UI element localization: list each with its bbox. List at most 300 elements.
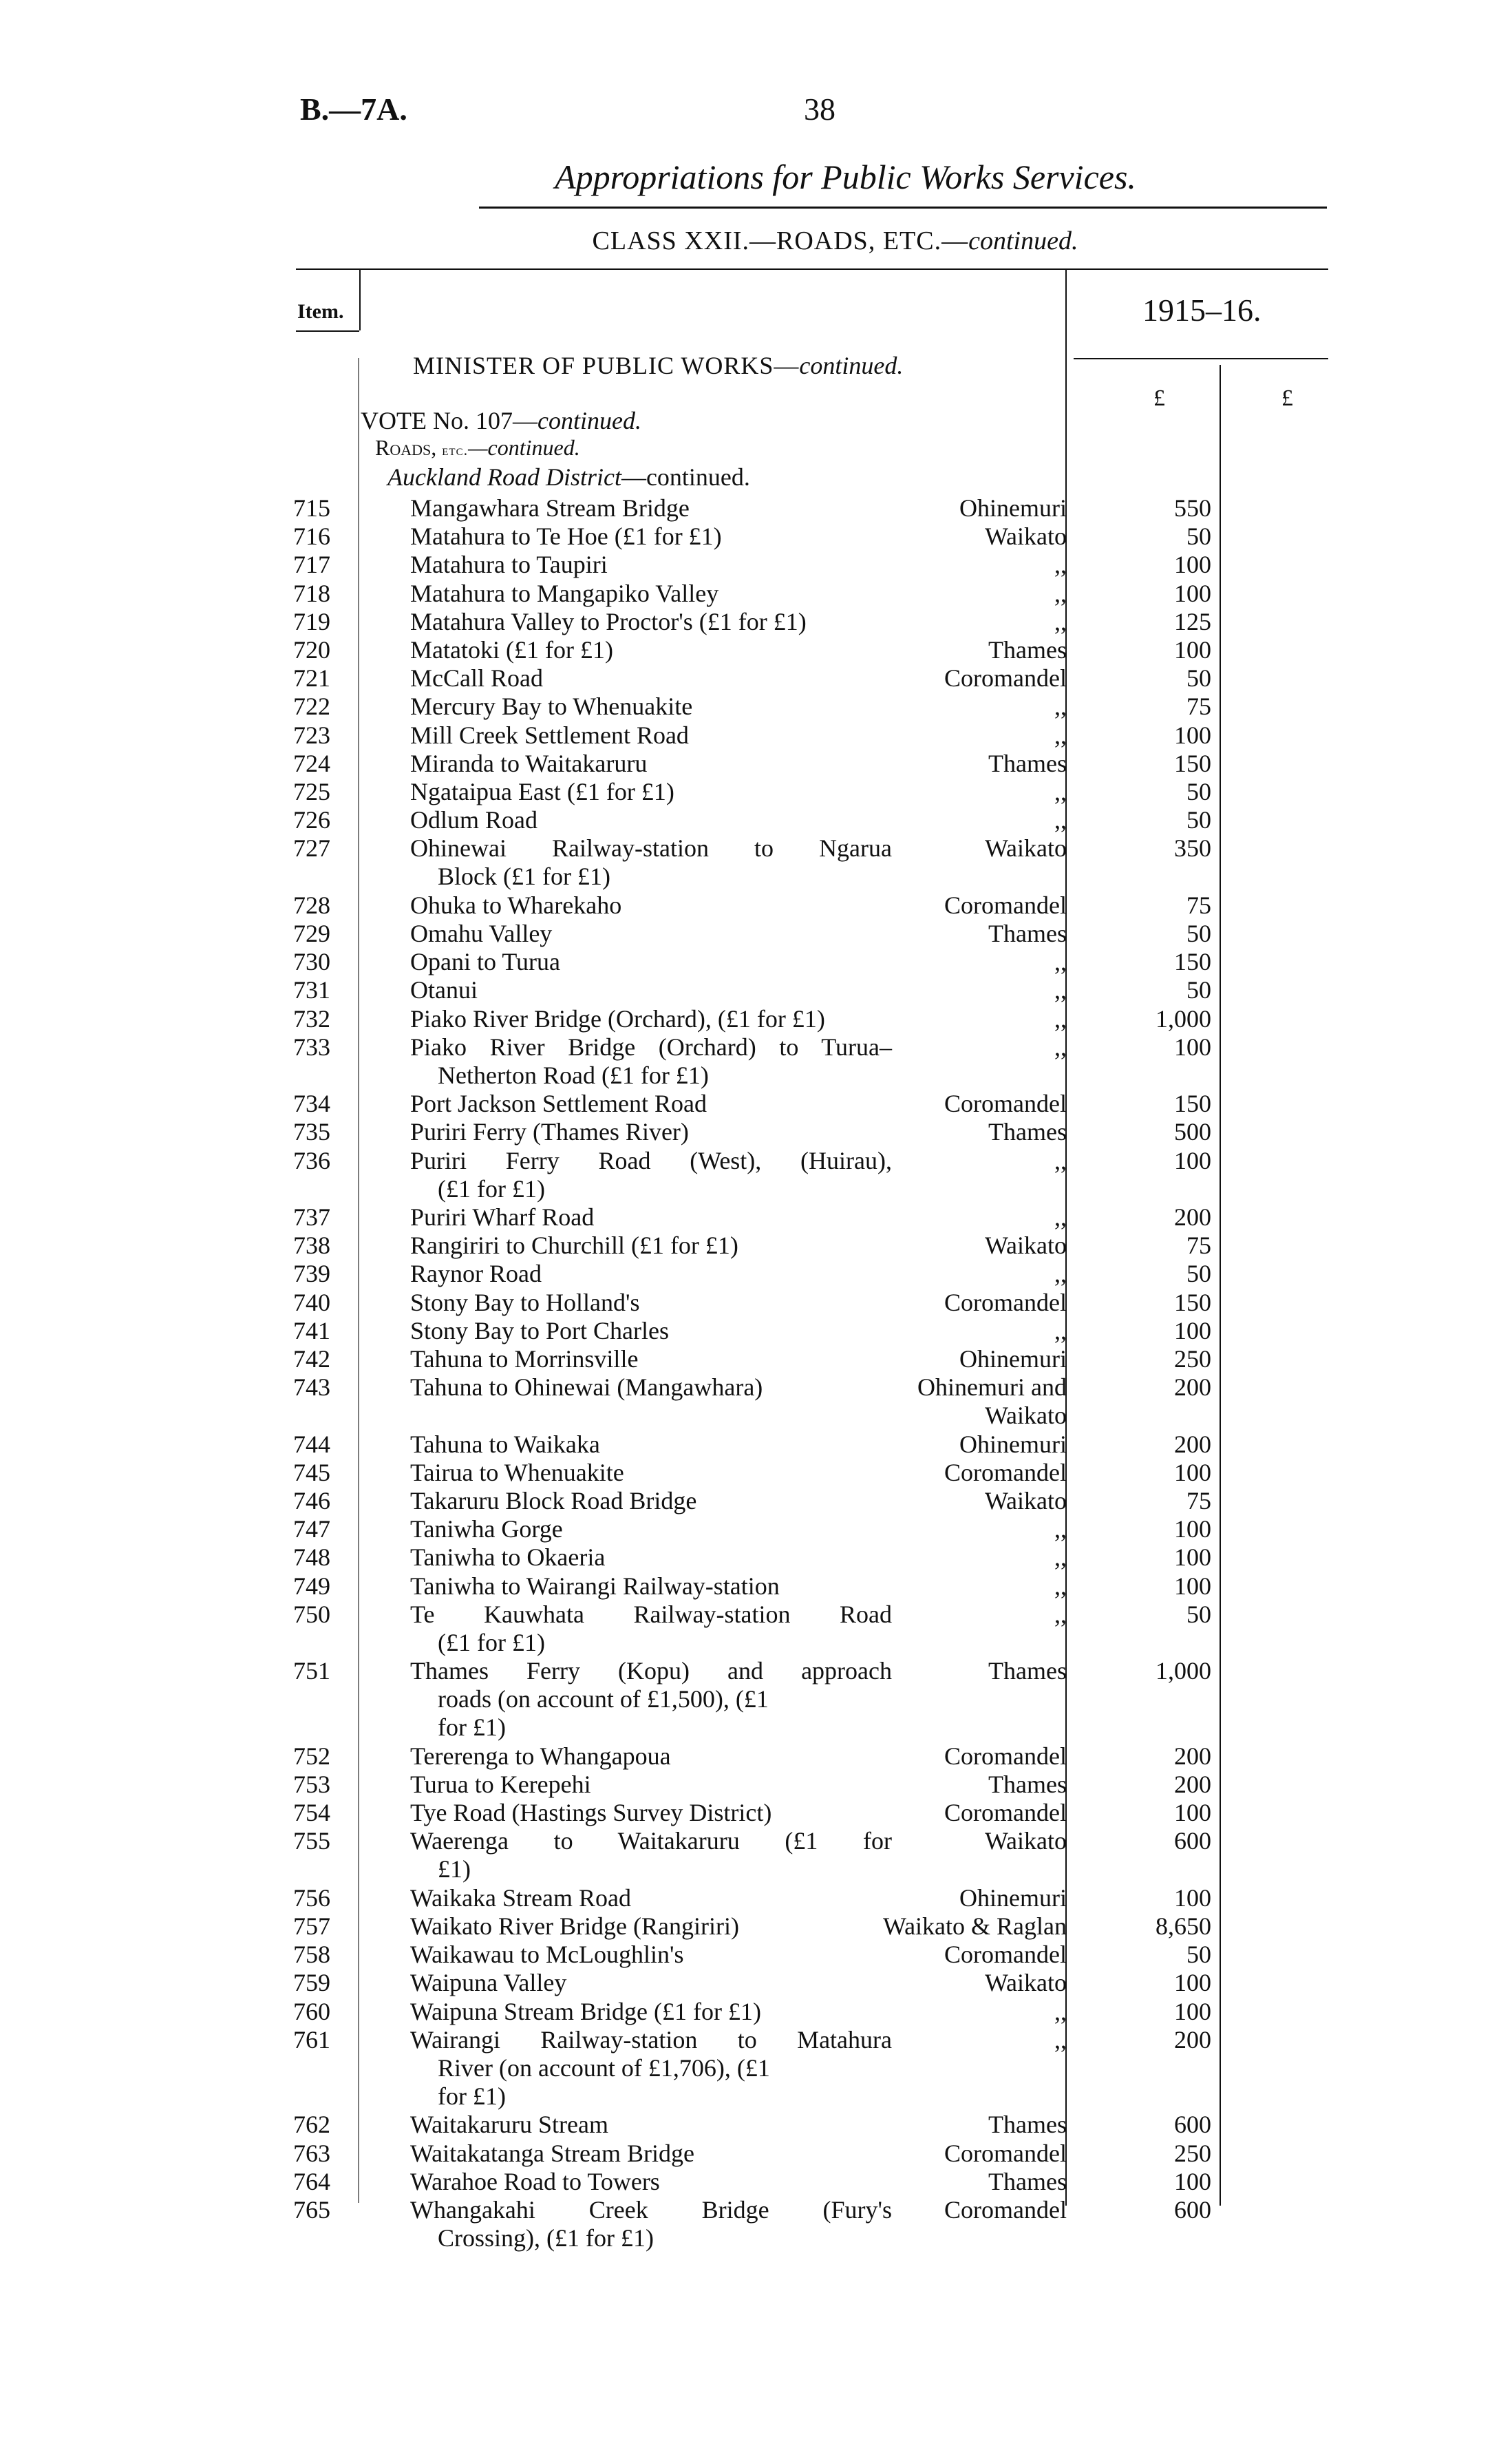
item-district-line: ,, bbox=[1054, 580, 1067, 607]
item-description-line: Miranda to Waitakaruru bbox=[410, 750, 648, 777]
pound-header-1: £ bbox=[1153, 386, 1165, 411]
item-district-line: Coromandel bbox=[944, 1742, 1067, 1770]
item-number: 738 bbox=[293, 1232, 330, 1259]
item-amount: 100 bbox=[1174, 721, 1211, 749]
item-description bbox=[410, 1317, 892, 1345]
item-district-line: ,, bbox=[1054, 1147, 1067, 1174]
item-description-line: Wairangi Railway-station to Matahura bbox=[410, 2026, 892, 2053]
item-district-line: Waikato bbox=[984, 1827, 1067, 1855]
item-number: 737 bbox=[293, 1203, 330, 1231]
item-district bbox=[860, 1147, 1067, 1175]
item-district bbox=[860, 2111, 1067, 2139]
item-district bbox=[860, 2026, 1067, 2054]
item-description-line: Mill Creek Settlement Road bbox=[410, 721, 689, 749]
item-number: 763 bbox=[293, 2140, 330, 2167]
item-district bbox=[860, 1459, 1067, 1487]
vote-heading-main: VOTE No. 107— bbox=[361, 407, 537, 434]
item-description-line: Taniwha to Okaeria bbox=[410, 1543, 606, 1571]
item-column-header: Item. bbox=[297, 300, 344, 323]
item-district bbox=[860, 1941, 1067, 1969]
item-header-underline bbox=[296, 330, 359, 332]
item-description bbox=[410, 1090, 892, 1118]
item-number: 755 bbox=[293, 1827, 330, 1855]
item-district bbox=[860, 551, 1067, 579]
item-description-continuation: £1) bbox=[438, 1855, 471, 1883]
item-description-line: Raynor Road bbox=[410, 1260, 542, 1287]
item-amount: 1,000 bbox=[1156, 1657, 1211, 1685]
item-amount: 600 bbox=[1174, 2196, 1211, 2224]
item-number: 728 bbox=[293, 891, 330, 919]
item-description bbox=[410, 920, 892, 948]
item-description bbox=[410, 1543, 892, 1572]
item-description-line: Takaruru Block Road Bridge bbox=[410, 1487, 697, 1514]
item-description-line: Waitakatanga Stream Bridge bbox=[410, 2140, 694, 2167]
item-description-continuation: for £1) bbox=[438, 1713, 506, 1741]
item-description-line: Taniwha to Wairangi Railway-station bbox=[410, 1572, 780, 1600]
item-amount: 75 bbox=[1186, 891, 1211, 919]
item-description-line: Rangiriri to Churchill (£1 for £1) bbox=[410, 1232, 738, 1259]
item-district-line: Thames bbox=[988, 2111, 1067, 2138]
item-description bbox=[410, 1657, 892, 1742]
item-description bbox=[410, 636, 892, 664]
item-description-line: Ohuka to Wharekaho bbox=[410, 891, 622, 919]
item-district bbox=[860, 580, 1067, 608]
item-description bbox=[410, 2196, 892, 2252]
item-description bbox=[410, 2140, 892, 2168]
item-amount: 250 bbox=[1174, 1345, 1211, 1373]
item-amount: 200 bbox=[1174, 1373, 1211, 1401]
class-heading-suffix: continued. bbox=[968, 226, 1078, 255]
item-number: 760 bbox=[293, 1998, 330, 2025]
item-number: 742 bbox=[293, 1345, 330, 1373]
item-amount: 200 bbox=[1174, 1203, 1211, 1231]
item-district bbox=[860, 1373, 1067, 1430]
item-number: 746 bbox=[293, 1487, 330, 1514]
minister-heading-main: MINISTER OF PUBLIC WORKS— bbox=[413, 352, 800, 379]
item-district-line: Thames bbox=[988, 750, 1067, 777]
item-amount: 100 bbox=[1174, 1998, 1211, 2025]
item-description-line: Waikaka Stream Road bbox=[410, 1884, 631, 1912]
item-amount: 100 bbox=[1174, 1799, 1211, 1826]
item-district-line: ,, bbox=[1054, 551, 1067, 578]
item-district-line: ,, bbox=[1054, 1515, 1067, 1543]
item-description-line: McCall Road bbox=[410, 664, 543, 692]
item-number: 731 bbox=[293, 976, 330, 1004]
item-amount: 50 bbox=[1186, 920, 1211, 947]
item-description bbox=[410, 1430, 892, 1459]
item-description bbox=[410, 608, 892, 636]
item-description-line: Puriri Ferry (Thames River) bbox=[410, 1118, 689, 1145]
item-number: 757 bbox=[293, 1912, 330, 1940]
item-amount: 150 bbox=[1174, 948, 1211, 975]
item-district bbox=[860, 1317, 1067, 1345]
item-amount: 100 bbox=[1174, 1147, 1211, 1174]
item-number: 732 bbox=[293, 1005, 330, 1033]
item-description bbox=[410, 778, 892, 806]
item-district-line: Waikato bbox=[984, 834, 1067, 862]
item-description-line: Whangakahi Creek Bridge (Fury's bbox=[410, 2196, 892, 2224]
item-number: 724 bbox=[293, 750, 330, 777]
item-description bbox=[410, 891, 892, 920]
item-number: 758 bbox=[293, 1941, 330, 1968]
item-district bbox=[860, 1345, 1067, 1373]
item-number: 726 bbox=[293, 806, 330, 834]
item-district-line: ,, bbox=[1054, 1260, 1067, 1287]
roads-heading-etc: etc. bbox=[442, 441, 469, 458]
item-district-line: ,, bbox=[1054, 1543, 1067, 1571]
item-description-line: Matahura to Te Hoe (£1 for £1) bbox=[410, 522, 722, 550]
item-district-line: ,, bbox=[1054, 1998, 1067, 2025]
vote-heading bbox=[361, 406, 641, 435]
item-amount: 125 bbox=[1174, 608, 1211, 635]
item-number: 718 bbox=[293, 580, 330, 607]
item-district-line: Waikato bbox=[984, 1969, 1067, 1996]
item-amount: 1,000 bbox=[1156, 1005, 1211, 1033]
item-district bbox=[860, 1118, 1067, 1146]
item-description bbox=[410, 1884, 892, 1912]
item-description bbox=[410, 1289, 892, 1317]
item-description-line: Te Kauwhata Railway-station Road bbox=[410, 1601, 892, 1628]
item-amount: 150 bbox=[1174, 750, 1211, 777]
item-number: 754 bbox=[293, 1799, 330, 1826]
item-description bbox=[410, 976, 892, 1004]
item-description bbox=[410, 494, 892, 522]
item-district-line: Coromandel bbox=[944, 664, 1067, 692]
amount-column-rule bbox=[1220, 365, 1221, 2206]
item-district bbox=[860, 721, 1067, 750]
item-district-line: ,, bbox=[1054, 1601, 1067, 1628]
item-district bbox=[860, 664, 1067, 693]
item-description bbox=[410, 750, 892, 778]
item-district bbox=[860, 1289, 1067, 1317]
item-district bbox=[860, 522, 1067, 551]
item-district-line: Ohinemuri bbox=[959, 1430, 1067, 1458]
class-heading bbox=[0, 226, 1512, 256]
item-district bbox=[860, 806, 1067, 834]
roads-heading bbox=[375, 435, 580, 461]
item-description-line: Warahoe Road to Towers bbox=[410, 2168, 660, 2195]
item-description bbox=[410, 1203, 892, 1232]
item-description bbox=[410, 580, 892, 608]
minister-heading-suffix: continued. bbox=[799, 352, 904, 379]
item-description-continuation: River (on account of £1,706), (£1 bbox=[438, 2054, 770, 2082]
page-number: 38 bbox=[804, 92, 835, 127]
item-district-line: Waikato bbox=[984, 1232, 1067, 1259]
item-description bbox=[410, 1742, 892, 1771]
class-rule bbox=[296, 268, 1328, 270]
minister-heading bbox=[413, 351, 903, 380]
item-amount: 100 bbox=[1174, 551, 1211, 578]
item-district bbox=[860, 1998, 1067, 2026]
item-district bbox=[860, 636, 1067, 664]
item-district bbox=[860, 1033, 1067, 1062]
item-description-line: Taniwha Gorge bbox=[410, 1515, 563, 1543]
item-description-continuation: roads (on account of £1,500), (£1 bbox=[438, 1685, 769, 1713]
item-description bbox=[410, 1912, 892, 1941]
item-description-continuation: Block (£1 for £1) bbox=[438, 863, 610, 890]
item-district bbox=[860, 1884, 1067, 1912]
roads-heading-prefix: Roads, bbox=[375, 435, 443, 460]
item-number: 723 bbox=[293, 721, 330, 749]
item-district-line: Ohinemuri bbox=[959, 1884, 1067, 1912]
item-description bbox=[410, 806, 892, 834]
item-number: 747 bbox=[293, 1515, 330, 1543]
item-district-line: Ohinemuri bbox=[959, 1345, 1067, 1373]
roads-heading-suffix: —continued. bbox=[468, 435, 580, 460]
item-district-line: Coromandel bbox=[944, 1459, 1067, 1486]
item-district bbox=[860, 948, 1067, 976]
item-description bbox=[410, 1147, 892, 1203]
item-number: 743 bbox=[293, 1373, 330, 1401]
item-amount: 600 bbox=[1174, 2111, 1211, 2138]
item-number: 722 bbox=[293, 693, 330, 720]
item-side-rule bbox=[358, 358, 359, 2203]
item-description bbox=[410, 1771, 892, 1799]
item-district-line: Thames bbox=[988, 636, 1067, 664]
item-description bbox=[410, 1005, 892, 1033]
item-district-line: Coromandel bbox=[944, 2196, 1067, 2224]
item-district-line: Ohinemuri and bbox=[917, 1373, 1067, 1401]
item-district-line: ,, bbox=[1054, 721, 1067, 749]
item-district bbox=[860, 1912, 1067, 1941]
item-amount: 50 bbox=[1186, 976, 1211, 1004]
item-description-line: Odlum Road bbox=[410, 806, 537, 834]
item-district bbox=[860, 1232, 1067, 1260]
district-heading-main: Auckland Road District bbox=[387, 463, 621, 491]
item-description-line: Tye Road (Hastings Survey District) bbox=[410, 1799, 772, 1826]
item-amount: 600 bbox=[1174, 1827, 1211, 1855]
item-district-line: ,, bbox=[1054, 1317, 1067, 1344]
item-description bbox=[410, 2168, 892, 2196]
item-description-line: Omahu Valley bbox=[410, 920, 553, 947]
item-amount: 100 bbox=[1174, 636, 1211, 664]
item-number: 749 bbox=[293, 1572, 330, 1600]
item-description bbox=[410, 721, 892, 750]
item-description-line: Port Jackson Settlement Road bbox=[410, 1090, 707, 1117]
item-amount: 200 bbox=[1174, 1742, 1211, 1770]
item-description-line: Ngataipua East (£1 for £1) bbox=[410, 778, 674, 805]
item-description-line: Piako River Bridge (Orchard), (£1 for £1) bbox=[410, 1005, 825, 1033]
item-amount: 150 bbox=[1174, 1090, 1211, 1117]
item-column-rule bbox=[359, 270, 361, 330]
item-description bbox=[410, 1373, 892, 1402]
item-description-line: Mercury Bay to Whenuakite bbox=[410, 693, 693, 720]
item-description bbox=[410, 1827, 892, 1883]
item-number: 744 bbox=[293, 1430, 330, 1458]
item-district-line: Waikato bbox=[984, 1487, 1067, 1514]
item-district bbox=[860, 1572, 1067, 1601]
item-description-line: Tahuna to Morrinsville bbox=[410, 1345, 639, 1373]
item-number: 756 bbox=[293, 1884, 330, 1912]
item-amount: 75 bbox=[1186, 1232, 1211, 1259]
item-description-continuation: for £1) bbox=[438, 2082, 506, 2110]
item-district-line: Waikato bbox=[984, 1402, 1067, 1429]
item-description bbox=[410, 1459, 892, 1487]
item-number: 729 bbox=[293, 920, 330, 947]
item-description-line: Waitakaruru Stream bbox=[410, 2111, 608, 2138]
item-amount: 100 bbox=[1174, 1459, 1211, 1486]
item-description bbox=[410, 1232, 892, 1260]
item-number: 750 bbox=[293, 1601, 330, 1628]
item-district bbox=[860, 1771, 1067, 1799]
year-column-header: 1915–16. bbox=[1142, 293, 1261, 328]
item-description-line: Matahura Valley to Proctor's (£1 for £1) bbox=[410, 608, 807, 635]
item-district bbox=[860, 1430, 1067, 1459]
item-district-line: Thames bbox=[988, 920, 1067, 947]
item-district-line: ,, bbox=[1054, 1005, 1067, 1033]
item-district bbox=[860, 834, 1067, 863]
item-description-line: Tahuna to Waikaka bbox=[410, 1430, 600, 1458]
item-description bbox=[410, 1969, 892, 1997]
item-amount: 75 bbox=[1186, 693, 1211, 720]
item-description bbox=[410, 1118, 892, 1146]
item-number: 765 bbox=[293, 2196, 330, 2224]
item-district bbox=[860, 1969, 1067, 1997]
item-district-line: ,, bbox=[1054, 2026, 1067, 2053]
item-description bbox=[410, 2111, 892, 2139]
item-amount: 100 bbox=[1174, 580, 1211, 607]
item-amount: 50 bbox=[1186, 806, 1211, 834]
item-amount: 100 bbox=[1174, 1572, 1211, 1600]
pound-header-2: £ bbox=[1281, 386, 1293, 411]
item-district-line: Waikato bbox=[984, 522, 1067, 550]
item-district bbox=[860, 1005, 1067, 1033]
item-number: 751 bbox=[293, 1657, 330, 1685]
item-amount: 50 bbox=[1186, 1260, 1211, 1287]
item-amount: 350 bbox=[1174, 834, 1211, 862]
item-district-line: Coromandel bbox=[944, 1289, 1067, 1316]
item-district-line: ,, bbox=[1054, 1572, 1067, 1600]
item-district bbox=[860, 2168, 1067, 2196]
item-description-line: Stony Bay to Holland's bbox=[410, 1289, 640, 1316]
item-amount: 50 bbox=[1186, 1601, 1211, 1628]
item-number: 730 bbox=[293, 948, 330, 975]
item-number: 727 bbox=[293, 834, 330, 862]
item-description-line: Piako River Bridge (Orchard) to Turua– bbox=[410, 1033, 892, 1061]
item-description bbox=[410, 1941, 892, 1969]
item-description-line: Opani to Turua bbox=[410, 948, 561, 975]
item-description-line: Matatoki (£1 for £1) bbox=[410, 636, 613, 664]
item-district-line: ,, bbox=[1054, 1203, 1067, 1231]
item-amount: 100 bbox=[1174, 1317, 1211, 1344]
item-description bbox=[410, 1345, 892, 1373]
item-number: 721 bbox=[293, 664, 330, 692]
item-number: 764 bbox=[293, 2168, 330, 2195]
item-description bbox=[410, 948, 892, 976]
item-district bbox=[860, 693, 1067, 721]
item-district bbox=[860, 1827, 1067, 1855]
item-amount: 200 bbox=[1174, 2026, 1211, 2053]
item-description bbox=[410, 1601, 892, 1657]
item-number: 734 bbox=[293, 1090, 330, 1117]
item-amount: 550 bbox=[1174, 494, 1211, 522]
item-description bbox=[410, 1998, 892, 2026]
year-header-underline bbox=[1074, 358, 1328, 359]
item-district bbox=[860, 1260, 1067, 1288]
item-description-line: Puriri Ferry Road (West), (Huirau), bbox=[410, 1147, 892, 1174]
item-description-line: Matahura to Mangapiko Valley bbox=[410, 580, 719, 607]
item-description-continuation: Netherton Road (£1 for £1) bbox=[438, 1062, 709, 1089]
item-description-line: Waipuna Valley bbox=[410, 1969, 567, 1996]
item-number: 725 bbox=[293, 778, 330, 805]
item-district-line: Thames bbox=[988, 1657, 1067, 1685]
item-description bbox=[410, 693, 892, 721]
item-district-line: Thames bbox=[988, 1118, 1067, 1145]
item-district bbox=[860, 494, 1067, 522]
item-description-continuation: (£1 for £1) bbox=[438, 1629, 545, 1656]
district-heading-suffix: —continued. bbox=[621, 463, 750, 491]
item-description-line: Waikawau to McLoughlin's bbox=[410, 1941, 684, 1968]
item-description-line: Turua to Kerepehi bbox=[410, 1771, 591, 1798]
item-district bbox=[860, 750, 1067, 778]
item-district-line: Coromandel bbox=[944, 1090, 1067, 1117]
item-number: 715 bbox=[293, 494, 330, 522]
item-district bbox=[860, 1487, 1067, 1515]
item-district-line: ,, bbox=[1054, 806, 1067, 834]
item-number: 739 bbox=[293, 1260, 330, 1287]
item-description-line: Otanui bbox=[410, 976, 478, 1004]
item-district-line: ,, bbox=[1054, 608, 1067, 635]
item-amount: 100 bbox=[1174, 1543, 1211, 1571]
item-amount: 150 bbox=[1174, 1289, 1211, 1316]
item-district bbox=[860, 1515, 1067, 1543]
item-description bbox=[410, 834, 892, 891]
item-amount: 50 bbox=[1186, 778, 1211, 805]
item-amount: 8,650 bbox=[1156, 1912, 1211, 1940]
item-description-line: Waikato River Bridge (Rangiriri) bbox=[410, 1912, 739, 1940]
item-district bbox=[860, 891, 1067, 920]
item-amount: 100 bbox=[1174, 1033, 1211, 1061]
item-amount: 50 bbox=[1186, 522, 1211, 550]
item-amount: 50 bbox=[1186, 1941, 1211, 1968]
item-district-line: Thames bbox=[988, 1771, 1067, 1798]
document-code: B.—7A. bbox=[300, 92, 407, 127]
item-district-line: Thames bbox=[988, 2168, 1067, 2195]
district-heading bbox=[387, 463, 750, 492]
item-amount: 200 bbox=[1174, 1430, 1211, 1458]
item-district bbox=[860, 2196, 1067, 2224]
item-description-continuation: (£1 for £1) bbox=[438, 1175, 545, 1203]
title-rule bbox=[479, 207, 1327, 209]
item-description bbox=[410, 1799, 892, 1827]
item-description-line: Ohinewai Railway-station to Ngarua bbox=[410, 834, 892, 862]
item-description-line: Stony Bay to Port Charles bbox=[410, 1317, 669, 1344]
item-description-line: Waipuna Stream Bridge (£1 for £1) bbox=[410, 1998, 761, 2025]
item-amount: 250 bbox=[1174, 2140, 1211, 2167]
page-title: Appropriations for Public Works Services. bbox=[555, 158, 1136, 196]
item-district bbox=[860, 1799, 1067, 1827]
item-number: 716 bbox=[293, 522, 330, 550]
item-description bbox=[410, 1487, 892, 1515]
item-district-line: Ohinemuri bbox=[959, 494, 1067, 522]
item-number: 720 bbox=[293, 636, 330, 664]
item-district bbox=[860, 2140, 1067, 2168]
item-description-line: Mangawhara Stream Bridge bbox=[410, 494, 690, 522]
item-amount: 100 bbox=[1174, 1969, 1211, 1996]
vote-heading-suffix: continued. bbox=[537, 407, 641, 434]
item-district bbox=[860, 1657, 1067, 1685]
item-number: 719 bbox=[293, 608, 330, 635]
item-district bbox=[860, 1601, 1067, 1629]
item-district-line: ,, bbox=[1054, 693, 1067, 720]
item-district bbox=[860, 976, 1067, 1004]
item-description bbox=[410, 551, 892, 579]
item-district-line: Coromandel bbox=[944, 2140, 1067, 2167]
item-description-continuation: Crossing), (£1 for £1) bbox=[438, 2224, 654, 2252]
item-description-line: Tererenga to Whangapoua bbox=[410, 1742, 671, 1770]
item-number: 736 bbox=[293, 1147, 330, 1174]
item-description bbox=[410, 1033, 892, 1090]
